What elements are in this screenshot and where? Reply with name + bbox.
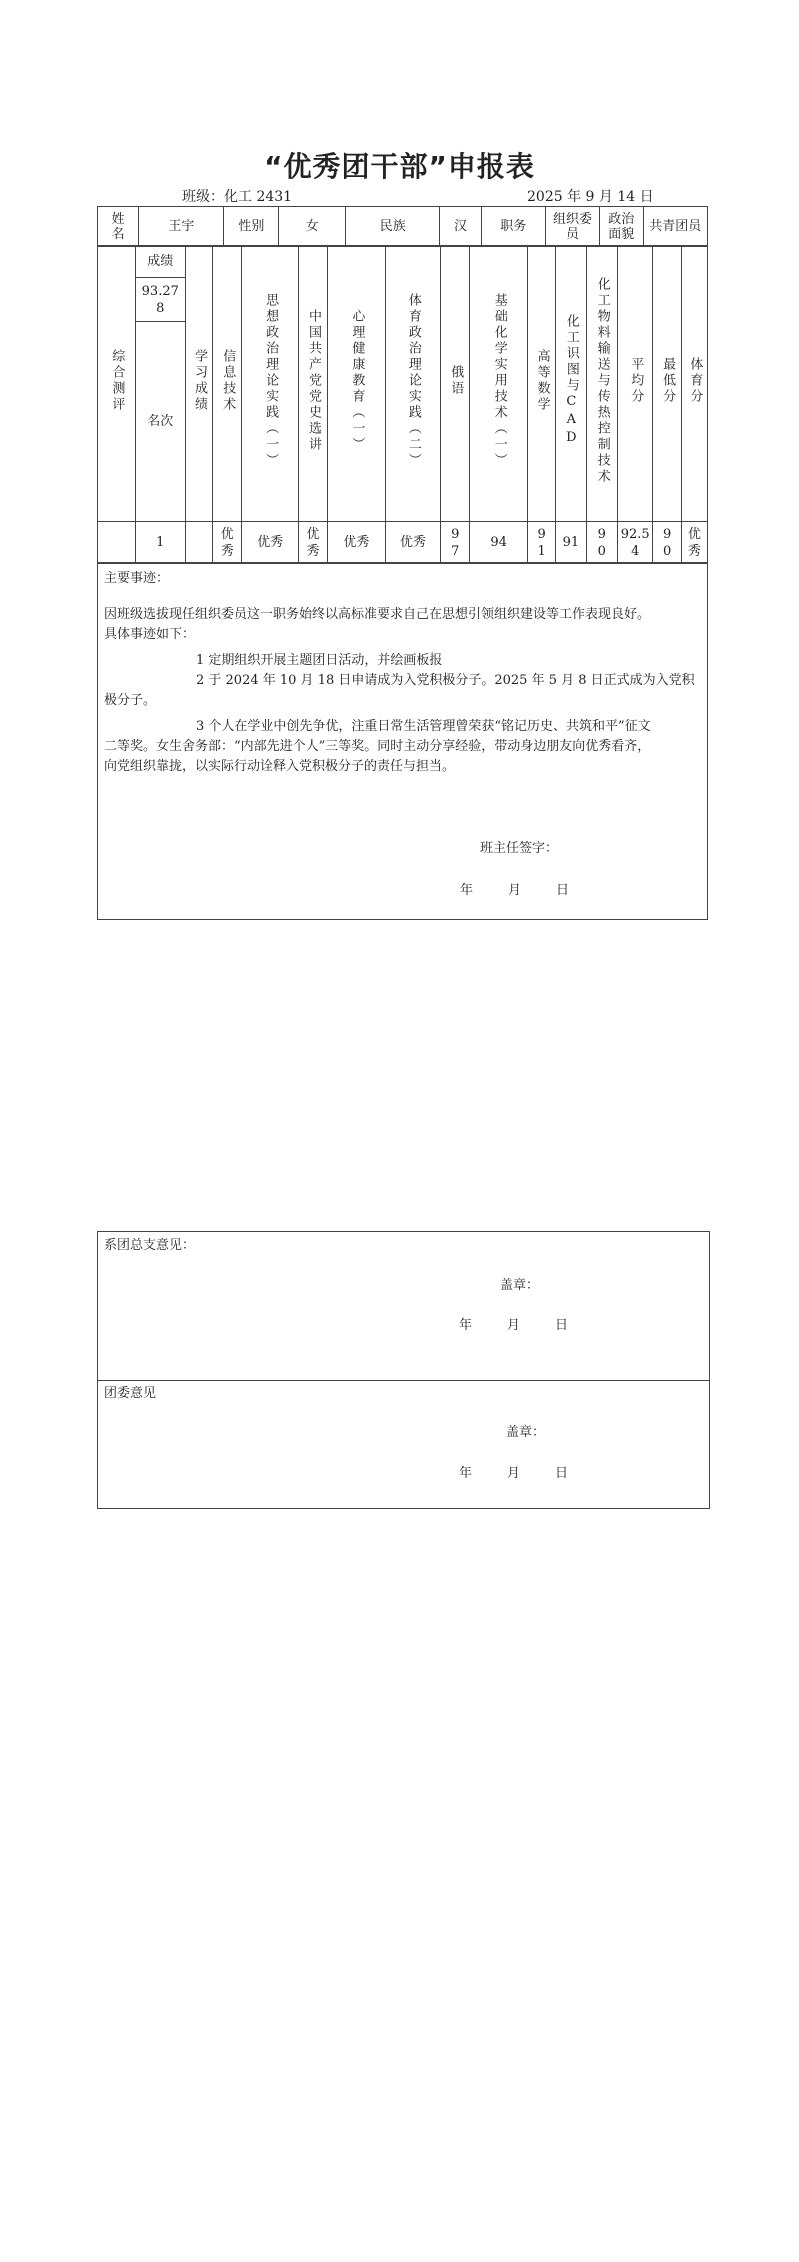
deed-item-2-cont: 极分子。	[104, 693, 157, 708]
name-label: 姓名	[98, 207, 139, 247]
league-opinion-date: 年 月 日	[459, 1466, 569, 1481]
ethnic-value: 汉	[440, 207, 481, 247]
grade-cell: 优秀	[242, 522, 299, 564]
league-seal-label: 盖章：	[506, 1425, 546, 1440]
study-blank-cell	[185, 522, 212, 564]
grade-cell: 优秀	[328, 522, 386, 564]
grade-cell: 90	[586, 522, 617, 564]
grade-cell: 91	[527, 522, 555, 564]
grade-cell: 92.54	[617, 522, 653, 564]
league-opinion-section	[97, 1380, 710, 1509]
dept-seal-label: 盖章：	[500, 1278, 540, 1293]
subject-header: 化工物料输送与传热控制技术	[586, 246, 617, 522]
study-label: 学习成绩	[185, 246, 212, 522]
score-label: 成绩	[135, 246, 185, 278]
score-value: 93.278	[135, 278, 185, 322]
position-value: 组织委员	[545, 207, 599, 247]
grade-cell: 优秀	[298, 522, 327, 564]
rank-value: 1	[135, 522, 185, 564]
subject-header: 基础化学实用技术（一）	[470, 246, 528, 522]
grade-cell: 97	[441, 522, 470, 564]
subject-header: 高等数学	[527, 246, 555, 522]
subject-header: 最低分	[653, 246, 681, 522]
name-value: 王宇	[139, 207, 224, 247]
class-label: 班级：化工 2431	[182, 189, 293, 205]
deed-item-3-cont: 二等奖。女生舍务部：“内部先进个人”三等奖。同时主动分享经验，带动身边朋友向优秀看齐，	[104, 739, 651, 754]
political-value: 共青团员	[643, 207, 707, 247]
deed-item-2: 2 于 2024 年 10 月 18 日申请成为入党积极分子。2025 年 5 月 8 日正式成为入党积	[196, 673, 695, 688]
subject-header: 中国共产党党史选讲	[298, 246, 327, 522]
deeds-section	[97, 562, 708, 920]
header-table	[97, 206, 708, 247]
form-title: “优秀团干部”申报表	[264, 150, 535, 183]
evaluation-table	[97, 245, 708, 564]
gender-value: 女	[279, 207, 346, 247]
ethnic-label: 民族	[346, 207, 440, 247]
grade-cell: 优秀	[213, 522, 242, 564]
league-opinion-label: 团委意见	[104, 1386, 157, 1401]
subject-header: 平均分	[617, 246, 653, 522]
deeds-intro-2: 具体事迹如下：	[104, 627, 196, 642]
deed-item-3: 3 个人在学业中创先争优，注重日常生活管理曾荣获“铭记历史、共筑和平”征文	[196, 719, 651, 734]
deeds-label: 主要事迹：	[104, 571, 170, 586]
signature-date: 年 月 日	[460, 883, 570, 898]
evaluation-section-label: 综合测评	[98, 246, 136, 522]
grade-cell: 优秀	[681, 522, 707, 564]
dept-opinion-date: 年 月 日	[459, 1318, 569, 1333]
deed-item-1: 1 定期组织开展主题团日活动，并绘画板报	[196, 653, 443, 668]
gender-label: 性别	[224, 207, 279, 247]
subject-header: 体育分	[681, 246, 707, 522]
grade-cell: 94	[470, 522, 528, 564]
dept-opinion-label: 系团总支意见：	[104, 1238, 196, 1253]
subject-header: 化工识图与CAD	[556, 246, 586, 522]
subject-header: 俄语	[441, 246, 470, 522]
grade-cell: 优秀	[385, 522, 440, 564]
subject-header: 信息技术	[213, 246, 242, 522]
subject-header: 体育政治理论实践（二）	[385, 246, 440, 522]
grade-cell: 90	[653, 522, 681, 564]
signature-label: 班主任签字：	[480, 841, 559, 856]
deed-item-3-end: 向党组织靠拢，以实际行动诠释入党积极分子的责任与担当。	[104, 759, 456, 774]
position-label: 职务	[481, 207, 545, 247]
dept-opinion-section	[97, 1231, 710, 1381]
subject-header: 心理健康教育（一）	[328, 246, 386, 522]
rank-label: 名次	[135, 322, 185, 522]
evaluation-blank-cell	[98, 522, 136, 564]
subject-header: 思想政治理论实践（一）	[242, 246, 299, 522]
grade-cell: 91	[556, 522, 586, 564]
deeds-intro: 因班级选拔现任组织委员这一职务始终以高标准要求自己在思想引领组织建设等工作表现良好。	[104, 607, 651, 622]
political-label: 政治面貌	[599, 207, 643, 247]
form-date: 2025 年 9 月 14 日	[527, 189, 654, 205]
